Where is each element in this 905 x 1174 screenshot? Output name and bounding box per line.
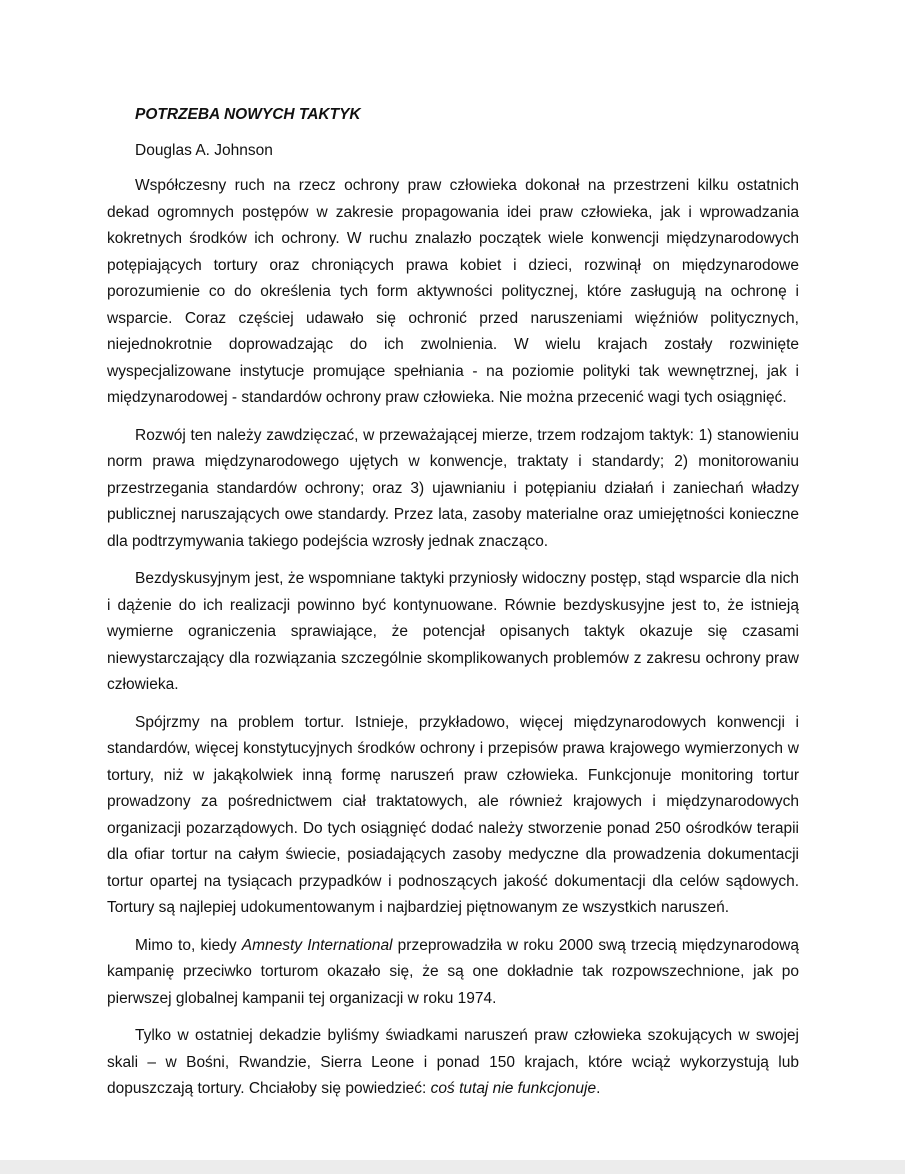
page-bottom-margin bbox=[0, 1160, 905, 1174]
paragraph-6-italic-quote: coś tutaj nie funkcjonuje bbox=[430, 1080, 597, 1097]
paragraph-3: Bezdyskusyjnym jest, że wspomniane taktyki przyniosły widoczny postęp, stąd wsparcie dla nich i dążenie do ich realizacji powinno być kontynuowane. Równie bezdyskusyjne jest to, że istnieją wymierne ograniczenia sprawiające, że potencjał opisanych taktyk okazuje się czasami niewystarczający dla rozwiązania szczególnie skomplikowanych problemów z zakresu ochrony praw człowieka. bbox=[107, 570, 799, 693]
paragraph-6-text-start: Tylko w ostatniej dekadzie byliśmy świadkami naruszeń praw człowieka szokujących w swojej skali – w Bośni, Rwandzie, Sierra Leone i ponad 150 krajach, które wciąż wykorzystują lub dopuszczają tortury. Chciałoby się powiedzieć: bbox=[107, 1027, 799, 1097]
paragraph-6-text-end: . bbox=[596, 1080, 601, 1097]
paragraph-6 bbox=[107, 1023, 799, 1103]
paragraph-5-text-end: przeprowadziła w roku 2000 swą trzecią międzynarodową kampanię przeciwko torturom okazało się, że są one dokładnie tak rozpowszechnione, jak po pierwszej globalnej kampanii tej organizacji w roku 1974. bbox=[107, 936, 800, 1007]
paragraph-5-italic-organization: Amnesty International bbox=[241, 936, 393, 954]
paragraph-5 bbox=[107, 933, 799, 1013]
paragraph-2: Rozwój ten należy zawdzięczać, w przeważającej mierze, trzem rodzajom taktyk: 1) stanowieniu norm prawa międzynarodowego ujętych w konwencje, traktaty i standardy; 2) monitorowaniu przestrzegania standardów ochrony; oraz 3) ujawnianiu i potępianiu działań i zaniechań władzy publicznej naruszających owe standardy. Przez lata, zasoby materialne oraz umiejętności konieczne dla podtrzymywania takiego podejścia wzrosły jednak znacząco. bbox=[107, 426, 799, 550]
document-title: POTRZEBA NOWYCH TAKTYK bbox=[135, 106, 361, 123]
paragraph-4: Spójrzmy na problem tortur. Istnieje, przykładowo, więcej międzynarodowych konwencji i standardów, więcej konstytucyjnych środków ochrony i przepisów prawa krajowego wymierzonych w tortury, niż w jakąkolwiek inną formę naruszeń praw człowieka. Funkcjonuje monitoring tortur prowadzony za pośrednictwem ciał traktatowych, ale również krajowych i międzynarodowych organizacji pozarządowych. Do tych osiągnięć dodać należy stworzenie ponad 250 ośrodków terapii dla ofiar tortur na całym świecie, posiadających zasoby medyczne dla prowadzenia dokumentacji tortur opartej na tysiącach przypadków i podnoszących jakość dokumentacji dla celów sądowych. Tortury są najlepiej udokumentowanym i najbardziej piętnowanym ze wszystkich naruszeń. bbox=[107, 713, 799, 916]
document-author: Douglas A. Johnson bbox=[135, 142, 273, 159]
paragraph-1: Współczesny ruch na rzecz ochrony praw człowieka dokonał na przestrzeni kilku ostatnich dekad ogromnych postępów w zakresie propagowania idei praw człowieka, jak i wprowadzania kokretnych środków ich ochrony. W ruchu znalazło początek wiele konwencji międzynarodowych potępiających tortury oraz chroniących prawa kobiet i dzieci, rozwinął on międzynarodowe porozumienie co do określenia tych form aktywności politycznej, które zasługują na ochronę i wsparcie. Coraz częściej udawało się ochronić przed naruszeniami więźniów politycznych, niejednokrotnie doprowadzając do ich zwolnienia. W wielu krajach zostały rozwinięte wyspecjalizowane instytucje promujące spełniania - na poziomie polityki tak wewnętrznej, jak i międzynarodowej - standardów ochrony praw człowieka. Nie można przecenić wagi tych osiągnięć. bbox=[107, 177, 799, 406]
document-body bbox=[107, 103, 799, 1103]
paragraph-5-text-start: Mimo to, kiedy bbox=[135, 936, 242, 954]
